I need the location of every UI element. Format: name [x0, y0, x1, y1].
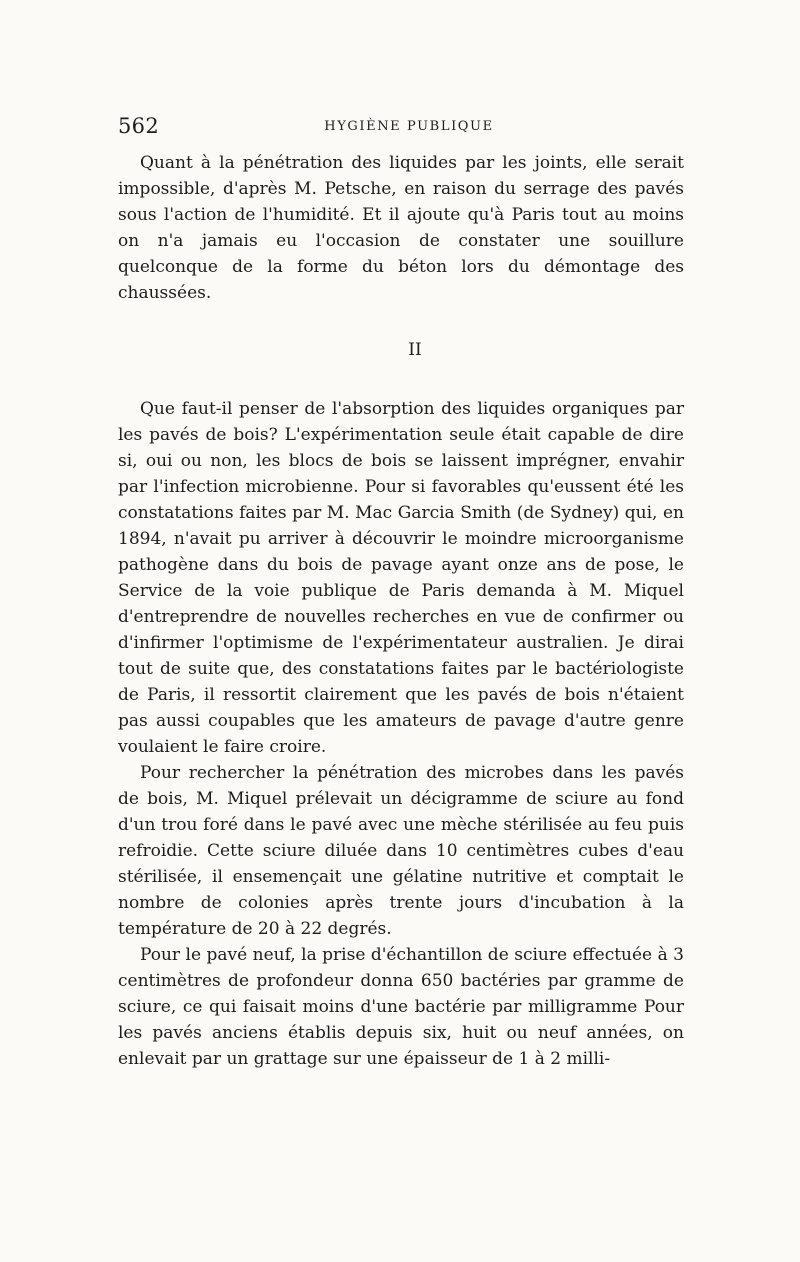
paragraph-4: Pour le pavé neuf, la prise d'échantillon de sciure effectuée à 3 centimètres de profondeur donna 650 bactéries par gramme de sciure, ce qui faisait moins d'une bactérie par milligramme Pour les pavés anciens établis depuis six, huit ou neuf années, on enlevait par un grattage sur une épaisseur de 1 à 2 milli- [118, 945, 684, 1069]
paragraph-3: Pour rechercher la pénétration des microbes dans les pavés de bois, M. Miquel prélevait un décigramme de sciure au fond d'un trou foré dans le pavé avec une mèche stérilisée au feu puis refroidie. Cette sciure diluée dans 10 centimètres cubes d'eau stérilisée, il ensemençait une gélatine nutritive et comptait le nombre de colonies après trente jours d'incubation à la température de 20 à 22 degrés. [118, 763, 684, 939]
paragraph-1: Quant à la pénétration des liquides par les joints, elle serait impossible, d'après M. Petsche, en raison du serrage des pavés sous l'action de l'humidité. Et il ajoute qu'à Paris tout au moins on n'a jamais eu l'occasion de constater une souillure quelconque de la forme du béton lors du démontage des chaussées. [118, 153, 684, 303]
page-number: 562 [118, 114, 159, 138]
running-title: HYGIÈNE PUBLIQUE [324, 119, 494, 134]
page-header [118, 114, 684, 144]
paragraph-block-1 [118, 150, 684, 306]
paragraph-2: Que faut-il penser de l'absorption des liquides organiques par les pavés de bois? L'expérimentation seule était capable de dire si, oui ou non, les blocs de bois se laissent imprégner, envahir par l'infection microbienne. Pour si favorables qu'eussent été les constatations faites par M. Mac Garcia Smith (de Sydney) qui, en 1894, n'avait pu arriver à découvrir le moindre microorganisme pathogène dans du bois de pavage ayant onze ans de pose, le Service de la voie publique de Paris demanda à M. Miquel d'entreprendre de nouvelles recherches en vue de confirmer ou d'infirmer l'optimisme de l'expérimentateur australien. Je dirai tout de suite que, des constatations faites par le bactériologiste de Paris, il ressortit clairement que les pavés de bois n'étaient pas aussi coupables que les amateurs de pavage d'autre genre voulaient le faire croire. [118, 399, 684, 757]
paragraph-block-2 [118, 396, 684, 1072]
section-heading: II [408, 340, 422, 360]
